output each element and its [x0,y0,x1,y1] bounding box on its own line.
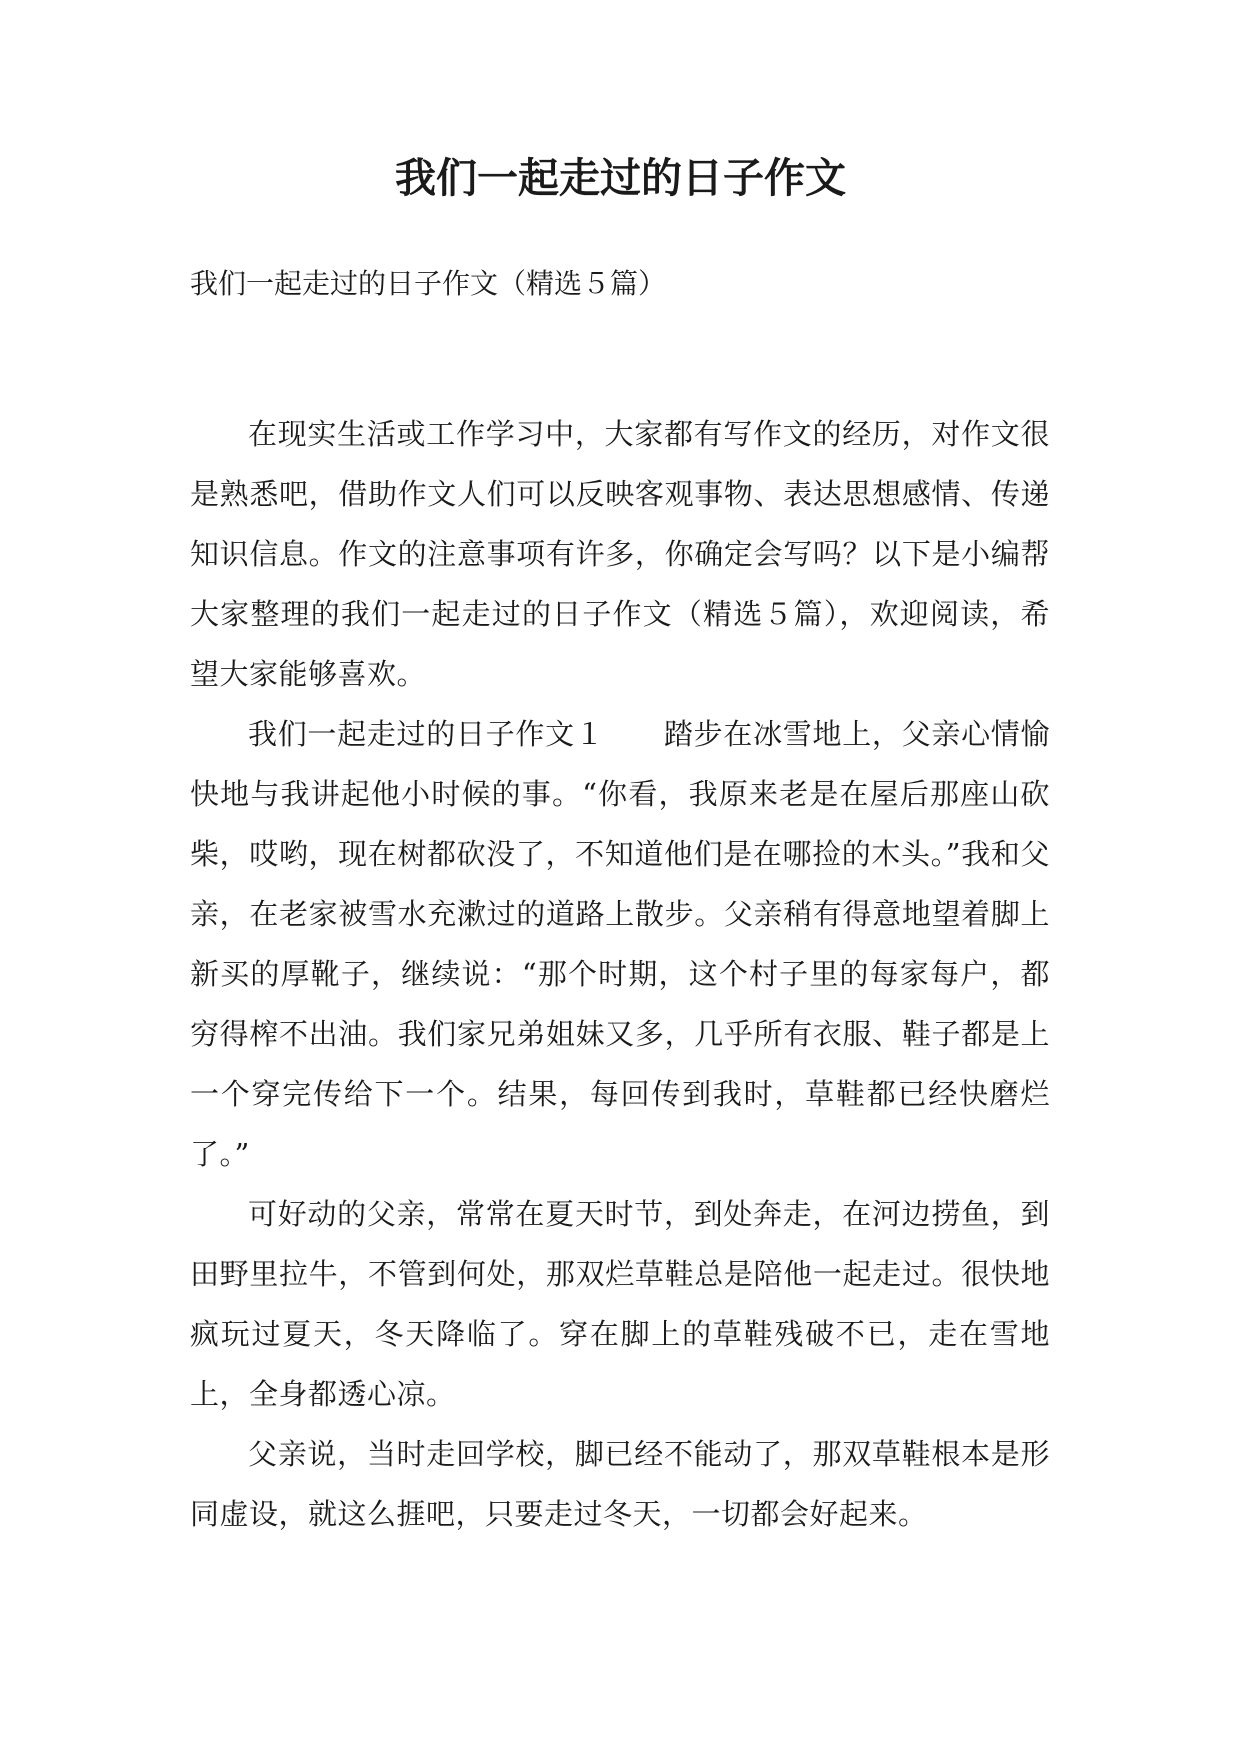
document-body [190,404,1050,1544]
paragraph-winter: 父亲说，当时走回学校，脚已经不能动了，那双草鞋根本是形同虚设，就这么捱吧，只要走过冬天，一切都会好起来。 [190,1437,1050,1531]
document-subtitle: 我们一起走过的日子作文（精选５篇） [190,267,667,300]
paragraph-summer: 可好动的父亲，常常在夏天时节，到处奔走，在河边捞鱼，到田野里拉牛，不管到何处，那双烂草鞋总是陪他一起走过。很快地疯玩过夏天，冬天降临了。穿在脚上的草鞋残破不已，走在雪地上，全身都透心凉。 [190,1197,1050,1411]
document-title: 我们一起走过的日子作文 [395,154,846,202]
paragraph-intro: 在现实生活或工作学习中，大家都有写作文的经历，对作文很是熟悉吧，借助作文人们可以反映客观事物、表达思想感情、传递知识信息。作文的注意事项有许多，你确定会写吗？以下是小编帮大家整理的我们一起走过的日子作文（精选５篇），欢迎阅读，希望大家能够喜欢。 [190,417,1050,691]
paragraph-essay-1: 我们一起走过的日子作文１ 踏步在冰雪地上，父亲心情愉快地与我讲起他小时候的事。“你看，我原来老是在屋后那座山砍柴，哎哟，现在树都砍没了，不知道他们是在哪捡的木头。”我和父亲，在老家被雪水充漱过的道路上散步。父亲稍有得意地望着脚上新买的厚靴子，继续说：“那个时期，这个村子里的每家每户，都穷得榨不出油。我们家兄弟姐妹又多，几乎所有衣服、鞋子都是上一个穿完传给下一个。结果，每回传到我时，草鞋都已经快磨烂了。” [190,717,1050,1171]
